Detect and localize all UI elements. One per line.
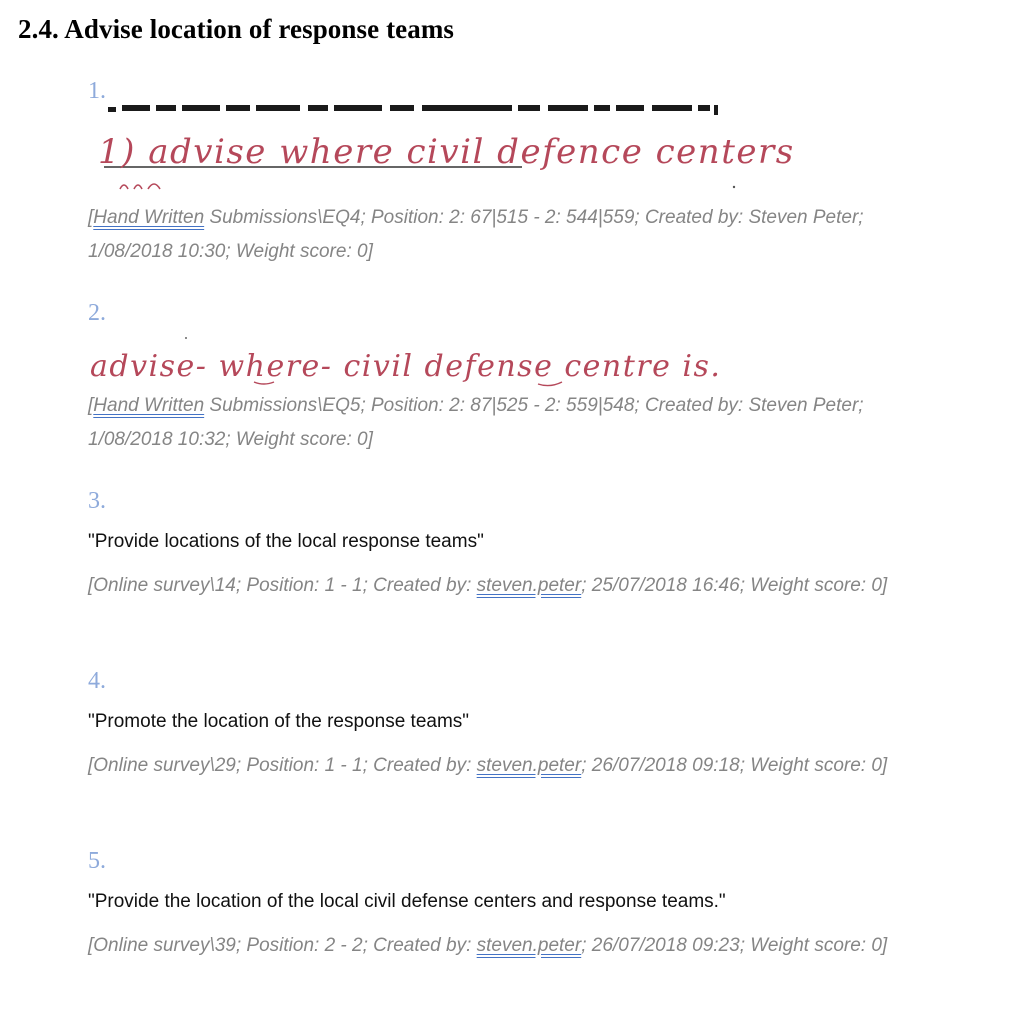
- quote-text: "Provide locations of the local response teams": [88, 531, 484, 552]
- citation-meta: [Online survey\39; Position: 2 - 2; Created by: steven.peter; 26/07/2018 09:23; Weight score: 0]: [88, 935, 888, 956]
- author-link[interactable]: steven.peter: [476, 935, 582, 956]
- quote-text: "Promote the location of the response teams": [88, 711, 470, 732]
- item-number: 2.: [88, 300, 106, 326]
- source-link[interactable]: Hand Written: [93, 395, 205, 416]
- item-number: 5.: [88, 848, 106, 874]
- handwritten-scan-image: [86, 332, 886, 388]
- source-link[interactable]: Hand Written: [93, 207, 205, 228]
- quote-text: "Provide the location of the local civil defense centers and response teams.": [88, 891, 726, 912]
- section-heading: 2.4. Advise location of response teams: [18, 14, 455, 44]
- svg-text:1) advise where civil defenc: 1) advise where civil defence centers: [98, 132, 795, 172]
- citation-meta: [Online survey\14; Position: 1 - 1; Created by: steven.peter; 25/07/2018 16:46; Weight score: 0]: [88, 575, 888, 596]
- handwritten-scan-image: [86, 105, 886, 190]
- citation-meta: [Online survey\29; Position: 1 - 1; Created by: steven.peter; 26/07/2018 09:18; Weight score: 0]: [88, 755, 888, 776]
- citation-meta: [Hand Written Submissions\EQ4; Position: 2: 67|515 - 2: 544|559; Created by: Steven Peter; 1/08/2018 10:30; Weight score: 0]: [88, 207, 864, 262]
- author-link[interactable]: steven.peter: [476, 755, 582, 776]
- item-number: 3.: [88, 488, 106, 514]
- item-number: 4.: [88, 668, 106, 694]
- svg-text:advise- where- civil defense c: advise- where- civil defense centre is.: [90, 349, 722, 384]
- author-link[interactable]: steven.peter: [476, 575, 582, 596]
- citation-meta: [Hand Written Submissions\EQ5; Position: 2: 87|525 - 2: 559|548; Created by: Steven Peter; 1/08/2018 10:32; Weight score: 0]: [88, 395, 864, 450]
- item-number: 1.: [88, 78, 106, 104]
